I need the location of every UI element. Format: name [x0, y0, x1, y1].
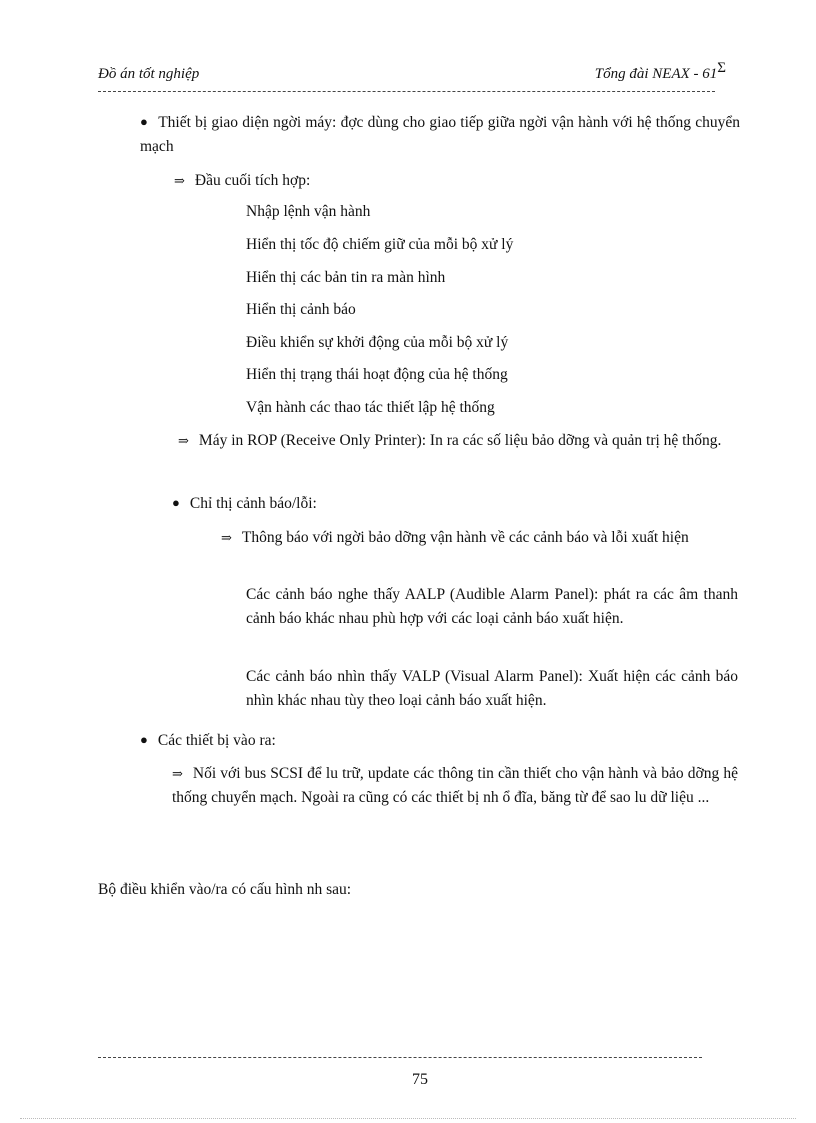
io-desc-text: Nối với bus SCSI để lu trữ, update các thông tin cần thiết cho vận hành và bảo dỡng hệ thống chuyển mạch. Ngoài ra cũng có các thiết bị nh ổ đĩa, băng từ để sao lu dữ liệu ... — [172, 765, 738, 806]
bullet-icon: ● — [140, 114, 149, 129]
bullet-icon: ● — [140, 732, 148, 747]
terminal-item: Vận hành các thao tác thiết lập hệ thống — [246, 399, 495, 416]
arrow-icon: ⇒ — [172, 766, 183, 781]
controller-intro: Bộ điều khiển vào/ra có cấu hình nh sau: — [98, 881, 352, 898]
terminal-item: Hiển thị cảnh báo — [246, 301, 356, 318]
aalp-paragraph: Các cảnh báo nghe thấy AALP (Audible Alarm Panel): phát ra các âm thanh cảnh báo khác nhau phù hợp với các loại cảnh báo xuất hiện. — [246, 586, 738, 627]
terminal-item: Nhập lệnh vận hành — [246, 203, 371, 220]
io-heading — [140, 729, 700, 753]
hmi-text: Thiết bị giao diện ngời máy: đợc dùng cho giao tiếp giữa ngời vận hành với hệ thống chuyển mạch — [140, 114, 740, 155]
arrow-icon: ⇒ — [178, 433, 189, 448]
alarm-heading — [172, 492, 732, 516]
header-title-left: Đồ án tốt nghiệp — [98, 66, 200, 82]
terminal-item: Hiển thị trạng thái hoạt động của hệ thống — [246, 366, 508, 383]
page-bottom-border — [20, 1118, 796, 1119]
terminal-item: Hiển thị các bản tin ra màn hình — [246, 269, 446, 286]
header-title-right — [594, 60, 726, 83]
rop-printer-text: Máy in ROP (Receive Only Printer): In ra các số liệu bảo dỡng và quản trị hệ thống. — [198, 432, 722, 449]
terminal-item: Hiển thị tốc độ chiếm giữ của mỗi bộ xử lý — [246, 236, 514, 253]
io-heading-text: Các thiết bị vào ra: — [157, 732, 276, 749]
alarm-heading-text: Chỉ thị cảnh báo/lỗi: — [189, 495, 317, 512]
footer-divider — [98, 1057, 702, 1058]
integrated-terminal-text: Đầu cuối tích hợp: — [194, 172, 311, 189]
header-divider — [98, 91, 715, 92]
alarm-notify-text: Thông báo với ngời bảo dỡng vận hành về các cảnh báo và lỗi xuất hiện — [241, 529, 689, 546]
rop-printer-paragraph — [178, 429, 738, 453]
arrow-icon: ⇒ — [221, 530, 232, 545]
arrow-icon: ⇒ — [174, 173, 185, 188]
sigma-symbol: Σ — [717, 60, 726, 76]
valp-paragraph: Các cảnh báo nhìn thấy VALP (Visual Alarm Panel): Xuất hiện các cảnh báo nhìn khác nhau tùy theo loại cảnh báo xuất hiện. — [246, 668, 738, 709]
integrated-terminal-heading — [174, 169, 734, 193]
header-title-text: Tổng đài NEAX - 61 — [594, 66, 718, 82]
bullet-icon: ● — [172, 495, 180, 510]
io-desc-paragraph — [172, 762, 738, 810]
page-number: 75 — [412, 1071, 428, 1088]
alarm-notify-paragraph — [221, 526, 738, 550]
terminal-item: Điều khiển sự khởi động của mỗi bộ xử lý — [246, 334, 509, 351]
hmi-paragraph — [140, 111, 740, 159]
